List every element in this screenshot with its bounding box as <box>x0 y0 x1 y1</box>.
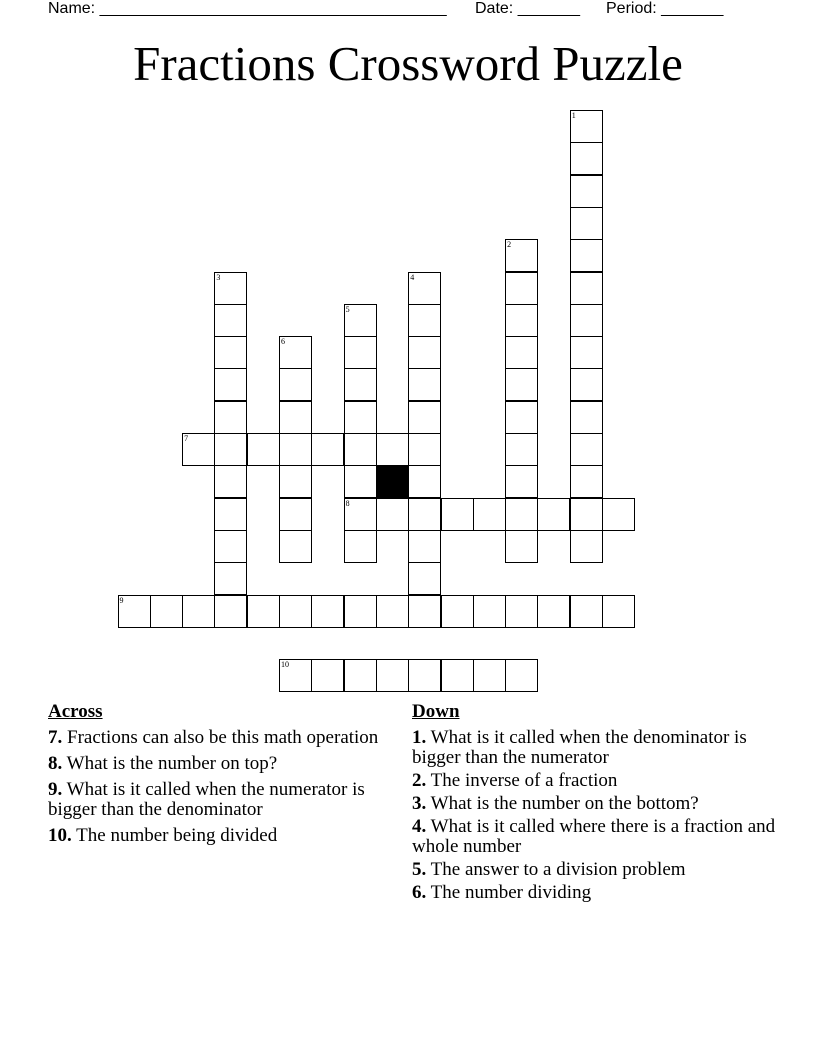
clue-across-8: 8. What is the number on top? <box>48 753 278 774</box>
crossword-cell[interactable] <box>214 530 247 563</box>
crossword-cell[interactable] <box>570 239 603 272</box>
crossword-cell[interactable] <box>311 595 344 628</box>
crossword-cell[interactable] <box>408 304 441 337</box>
across-heading: Across <box>48 701 103 722</box>
crossword-cell[interactable] <box>473 595 506 628</box>
crossword-cell[interactable] <box>214 433 247 466</box>
crossword-cell[interactable] <box>408 368 441 401</box>
clue-across-7: 7. Fractions can also be this math operation <box>48 727 379 748</box>
crossword-cell[interactable] <box>537 595 570 628</box>
date-field[interactable]: Date: _______ <box>475 0 580 17</box>
crossword-cell[interactable] <box>505 498 538 531</box>
crossword-cell[interactable] <box>441 659 474 692</box>
crossword-cell[interactable] <box>408 562 441 595</box>
crossword-cell[interactable] <box>505 368 538 401</box>
crossword-cell[interactable] <box>344 368 377 401</box>
clue-number-3: 3 <box>216 272 221 282</box>
crossword-cell[interactable] <box>344 595 377 628</box>
crossword-cell[interactable] <box>214 336 247 369</box>
crossword-cell[interactable] <box>214 498 247 531</box>
crossword-cell[interactable] <box>376 433 409 466</box>
crossword-cell[interactable] <box>118 595 151 628</box>
clue-across-10: 10. The number being divided <box>48 825 278 846</box>
crossword-cell[interactable] <box>602 595 635 628</box>
crossword-cell[interactable] <box>344 659 377 692</box>
crossword-cell[interactable] <box>570 142 603 175</box>
crossword-cell[interactable] <box>311 659 344 692</box>
crossword-cell[interactable] <box>182 595 215 628</box>
crossword-cell[interactable] <box>408 401 441 434</box>
crossword-cell[interactable] <box>505 401 538 434</box>
crossword-cell[interactable] <box>279 336 312 369</box>
crossword-cell[interactable] <box>344 465 377 498</box>
period-field[interactable]: Period: _______ <box>606 0 724 17</box>
crossword-cell[interactable] <box>214 562 247 595</box>
crossword-cell[interactable] <box>344 304 377 337</box>
crossword-cell[interactable] <box>570 272 603 305</box>
crossword-cell[interactable] <box>505 336 538 369</box>
clue-number-5: 5 <box>345 304 350 314</box>
clue-number-2: 2 <box>507 240 512 250</box>
crossword-cell[interactable] <box>182 433 215 466</box>
crossword-cell[interactable] <box>602 498 635 531</box>
crossword-cell[interactable] <box>505 239 538 272</box>
crossword-cell[interactable] <box>473 659 506 692</box>
clue-down-3: 3. What is the number on the bottom? <box>412 793 699 814</box>
crossword-cell[interactable] <box>150 595 183 628</box>
clue-number-9: 9 <box>119 595 124 605</box>
crossword-cell[interactable] <box>473 498 506 531</box>
crossword-cell[interactable] <box>311 433 344 466</box>
crossword-cell[interactable] <box>279 433 312 466</box>
crossword-cell[interactable] <box>570 401 603 434</box>
crossword-cell[interactable] <box>376 595 409 628</box>
crossword-cell[interactable] <box>570 175 603 208</box>
crossword-cell[interactable] <box>344 498 377 531</box>
crossword-cell[interactable] <box>376 659 409 692</box>
crossword-cell[interactable] <box>537 498 570 531</box>
name-field[interactable]: Name: _______________________________________ <box>48 0 447 17</box>
crossword-cell[interactable] <box>570 498 603 531</box>
crossword-cell[interactable] <box>408 336 441 369</box>
crossword-cell[interactable] <box>570 433 603 466</box>
clue-number-6: 6 <box>281 337 285 347</box>
crossword-cell[interactable] <box>505 659 538 692</box>
crossword-cell[interactable] <box>214 401 247 434</box>
crossword-cell[interactable] <box>570 368 603 401</box>
crossword-cell[interactable] <box>279 401 312 434</box>
down-heading: Down <box>412 701 460 722</box>
crossword-cell[interactable] <box>570 530 603 563</box>
clue-number-4: 4 <box>410 272 415 282</box>
clue-down-1: 1. What is it called when the denominator is bigger than the numerator <box>412 727 747 768</box>
crossword-cell[interactable] <box>279 368 312 401</box>
crossword-cell[interactable] <box>505 304 538 337</box>
crossword-cell[interactable] <box>570 304 603 337</box>
clue-number-7: 7 <box>184 434 189 443</box>
clue-down-5: 5. The answer to a division problem <box>412 859 686 880</box>
crossword-cell[interactable] <box>408 433 441 466</box>
crossword-cell[interactable] <box>570 110 603 143</box>
clue-down-4: 4. What is it called where there is a fraction and whole number <box>412 816 776 857</box>
clue-across-9: 9. What is it called when the numerator is bigger than the denominator <box>48 779 365 820</box>
crossword-cell[interactable] <box>247 595 280 628</box>
black-square <box>376 465 409 498</box>
clue-number-8: 8 <box>345 498 350 508</box>
crossword-cell[interactable] <box>344 530 377 563</box>
down-clues <box>412 702 792 906</box>
crossword-cell[interactable] <box>279 465 312 498</box>
crossword-cell[interactable] <box>344 401 377 434</box>
crossword-cell[interactable] <box>570 465 603 498</box>
crossword-cell[interactable] <box>408 498 441 531</box>
crossword-cell[interactable] <box>408 659 441 692</box>
crossword-cell[interactable] <box>344 336 377 369</box>
clue-down-6: 6. The number dividing <box>412 882 592 903</box>
crossword-cell[interactable] <box>279 595 312 628</box>
crossword-cell[interactable] <box>570 336 603 369</box>
crossword-cell[interactable] <box>279 530 312 563</box>
crossword-cell[interactable] <box>505 530 538 563</box>
crossword-cell[interactable] <box>279 659 312 692</box>
crossword-cell[interactable] <box>214 595 247 628</box>
crossword-cell[interactable] <box>214 304 247 337</box>
crossword-cell[interactable] <box>247 433 280 466</box>
crossword-cell[interactable] <box>376 498 409 531</box>
crossword-cell[interactable] <box>570 595 603 628</box>
clue-number-10: 10 <box>281 660 289 670</box>
across-clues <box>48 702 408 852</box>
crossword-cell[interactable] <box>505 272 538 305</box>
crossword-cell[interactable] <box>344 433 377 466</box>
crossword-cell[interactable] <box>441 595 474 628</box>
crossword-cell[interactable] <box>214 368 247 401</box>
crossword-cell[interactable] <box>570 207 603 240</box>
crossword-cell[interactable] <box>505 433 538 466</box>
crossword-cell[interactable] <box>441 498 474 531</box>
page-title: Fractions Crossword Puzzle <box>133 36 683 91</box>
clue-down-2: 2. The inverse of a fraction <box>412 770 618 791</box>
crossword-cell[interactable] <box>505 465 538 498</box>
clue-number-1: 1 <box>571 111 576 120</box>
crossword-cell[interactable] <box>408 530 441 563</box>
crossword-cell[interactable] <box>279 498 312 531</box>
crossword-cell[interactable] <box>408 465 441 498</box>
crossword-cell[interactable] <box>505 595 538 628</box>
crossword-cell[interactable] <box>408 595 441 628</box>
crossword-cell[interactable] <box>214 465 247 498</box>
crossword-cell[interactable] <box>408 272 441 305</box>
crossword-cell[interactable] <box>214 272 247 305</box>
